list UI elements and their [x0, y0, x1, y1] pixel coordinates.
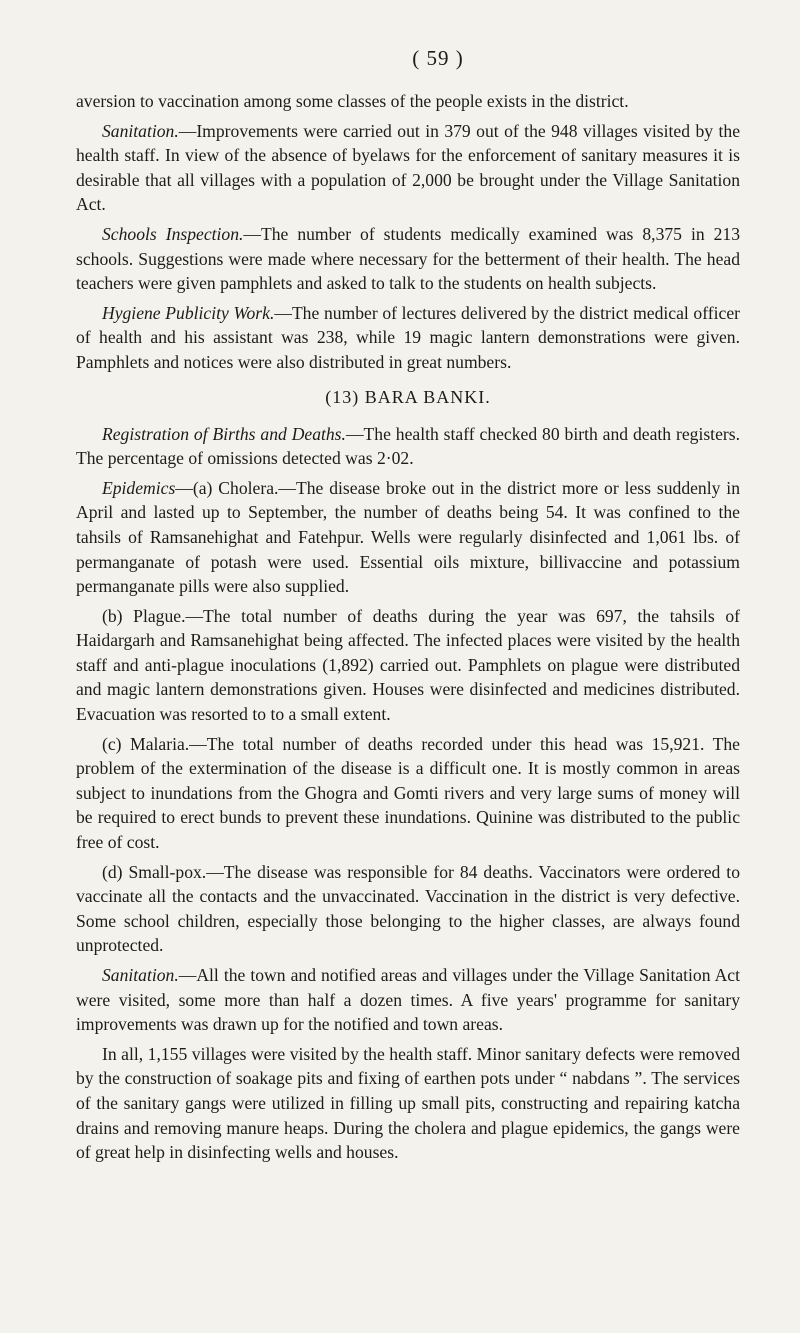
paragraph-sanitation-bara-banki	[76, 963, 740, 1037]
paragraph-text: —(a) Cholera.—The disease broke out in the district more or less suddenly in April and lasted up to September, the number of deaths being 54. It was confined to the tahsils of Ramsanehighat and Fatehpur. Wells were regularly disinfected and 1,061 lbs. of permanganate of potash were used. Essential oils mixture, billivaccine and potassium permanganate pills were also supplied.	[76, 477, 740, 597]
paragraph-text: (b) Plague.—The total number of deaths during the year was 697, the tahsils of Haidargarh and Ramsanehighat being affected. The infected places were visited by the health staff and anti-plague inoculations (1,892) carried out. Pamphlets on plague were distributed and magic lantern demonstrations given. Houses were disinfected and medicines distributed. Evacuation was resorted to to a small extent.	[76, 605, 740, 725]
paragraph-title: Hygiene Publicity Work.	[102, 302, 275, 323]
paragraph-epidemics-cholera	[76, 476, 740, 599]
paragraph-text: In all, 1,155 villages were visited by the health staff. Minor sanitary defects were removed by the construction of soakage pits and fixing of earthen pots under “ nabdans ”. The services of the sanitary gangs were utilized in filling up small pits, constructing and repairing katcha drains and removing manure heaps. During the cholera and plague epidemics, the gangs were of great help in disinfecting wells and houses.	[76, 1043, 740, 1163]
paragraph-text: —Improvements were carried out in 379 out of the 948 villages visited by the health staff. In view of the absence of byelaws for the enforcement of sanitary measures it is desirable that all villages with a population of 2,000 be brought under the Village Sanitation Act.	[76, 120, 740, 215]
paragraph-text: —The health staff checked 80 birth and death registers. The percentage of omissions detected was 2·02.	[76, 423, 740, 469]
paragraph-text: —All the town and notified areas and villages under the Village Sanitation Act were visited, some more than half a dozen times. A five years' programme for sanitary improvements was drawn up for the notified and town areas.	[76, 965, 740, 1035]
paragraph-title: Sanitation.	[102, 965, 179, 985]
paragraph-title: Schools Inspection.	[102, 223, 244, 244]
paragraph-text: (d) Small-pox.—The disease was responsible for 84 deaths. Vaccinators were ordered to vaccinate all the contacts and the unvaccinated. Vaccination in the district is very defective. Some school children, especially those belonging to the higher classes, are always found unprotected.	[76, 861, 740, 956]
paragraph-title: Registration of Births and Deaths.	[102, 423, 346, 444]
paragraph-malaria	[76, 732, 740, 855]
section-heading: (13) BARA BANKI.	[325, 386, 491, 407]
paragraph-small-pox	[76, 860, 740, 958]
paragraph-hygiene-publicity	[76, 301, 740, 375]
page-number: ( 59 )	[412, 46, 464, 70]
paragraph-title: Sanitation.	[102, 120, 179, 141]
paragraph-sanitation	[76, 119, 740, 217]
paragraph-registration	[76, 422, 740, 471]
paragraph-text: (c) Malaria.—The total number of deaths recorded under this head was 15,921. The problem of the extermination of the disease is a difficult one. It is mostly common in areas subject to inundations from the Ghogra and Gomti rivers and very large sums of money will be required to erect bunds to prevent these inundations. Quinine was distributed to the public free of cost.	[76, 733, 740, 853]
paragraph-schools-inspection	[76, 222, 740, 296]
paragraph-text: aversion to vaccination among some classes of the people exists in the district.	[76, 91, 629, 111]
paragraph-continuation	[76, 89, 740, 114]
paragraph-title: Epidemics	[102, 477, 176, 498]
paragraph-villages-visited	[76, 1042, 740, 1165]
paragraph-text: —The number of lectures delivered by the district medical officer of health and his assistant was 238, while 19 magic lantern demonstrations were given. Pamphlets and notices were also distributed in great numbers.	[76, 302, 740, 372]
paragraph-text: —The number of students medically examined was 8,375 in 213 schools. Suggestions were made where necessary for the betterment of their health. The head teachers were given pamphlets and asked to talk to the students on health subjects.	[76, 223, 740, 294]
paragraph-plague	[76, 604, 740, 727]
